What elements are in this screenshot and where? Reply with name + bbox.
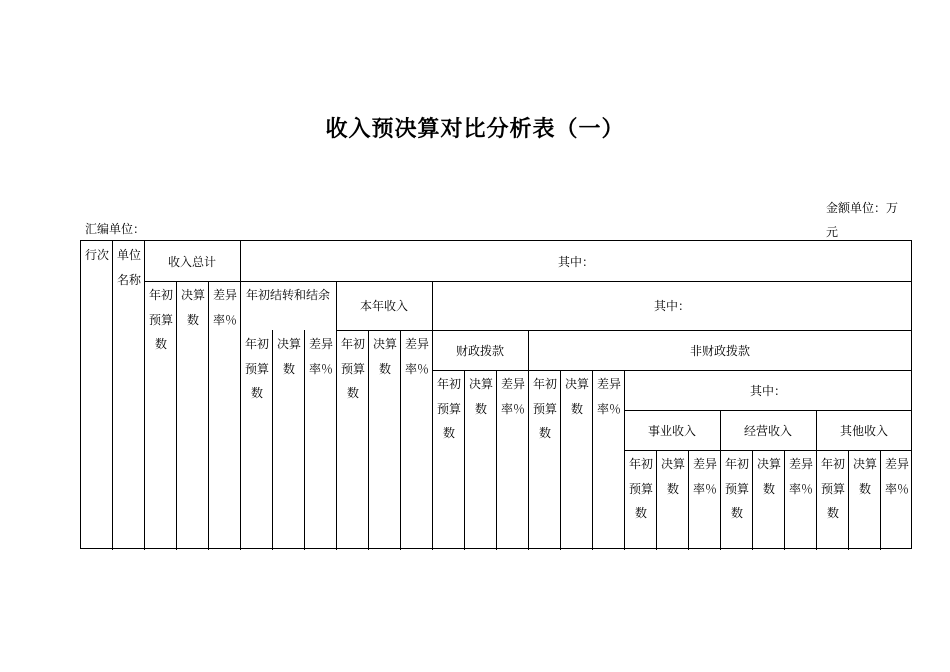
header-carryover: 年初结转和结余	[245, 288, 330, 302]
col-rule	[752, 450, 753, 550]
header-final-accounts: 决算数	[757, 457, 781, 496]
header-variance-rate: 差异率％	[405, 337, 429, 376]
col-rule	[560, 370, 561, 550]
col-rule	[592, 370, 593, 550]
header-final-accounts: 决算数	[181, 288, 205, 327]
header-of-which-non-fiscal: 其中：	[749, 383, 786, 398]
header-initial-budget: 年初预算数	[629, 457, 653, 520]
header-initial-budget: 年初预算数	[725, 457, 749, 520]
compiling-unit-label: 汇编单位：	[85, 222, 146, 236]
header-variance-rate: 差异率％	[501, 377, 525, 416]
header-final-accounts: 决算数	[853, 457, 877, 496]
header-non-fiscal-appropriation: 非财政拨款	[689, 343, 750, 358]
header-initial-budget: 年初预算数	[821, 457, 845, 520]
header-initial-budget: 年初预算数	[245, 337, 269, 400]
col-rule	[656, 450, 657, 550]
header-business-income: 事业收入	[647, 423, 696, 438]
col-rule	[368, 330, 369, 550]
header-initial-budget: 年初预算数	[149, 288, 173, 351]
header-final-accounts: 决算数	[373, 337, 397, 376]
header-operating-income: 经营收入	[743, 423, 792, 438]
header-initial-budget: 年初预算数	[341, 337, 365, 400]
header-final-accounts: 决算数	[661, 457, 685, 496]
header-final-accounts: 决算数	[565, 377, 589, 416]
col-rule	[144, 241, 145, 550]
header-current-year-income: 本年收入	[359, 299, 408, 313]
header-of-which-current: 其中：	[653, 299, 690, 313]
header-of-which-main: 其中：	[557, 254, 594, 269]
col-rule	[208, 281, 209, 550]
document-title: 收入预决算对比分析表（一）	[325, 117, 625, 142]
header-other-income: 其他收入	[839, 423, 888, 438]
income-comparison-table	[80, 240, 912, 549]
col-rule	[304, 330, 305, 550]
header-variance-rate: 差异率％	[789, 457, 813, 496]
header-final-accounts: 决算数	[469, 377, 493, 416]
col-rule	[880, 450, 881, 550]
col-rule	[688, 450, 689, 550]
col-rule	[400, 330, 401, 550]
col-rule	[848, 450, 849, 550]
header-variance-rate: 差异率％	[693, 457, 717, 496]
header-total-income: 收入总计	[167, 254, 216, 269]
header-initial-budget: 年初预算数	[533, 377, 557, 440]
header-row-no: 行次	[85, 248, 109, 262]
header-initial-budget: 年初预算数	[437, 377, 461, 440]
header-variance-rate: 差异率％	[597, 377, 621, 416]
col-rule	[464, 370, 465, 550]
header-fiscal-appropriation: 财政拨款	[455, 343, 504, 358]
col-rule	[176, 281, 177, 550]
col-rule	[240, 241, 241, 550]
header-variance-rate: 差异率％	[213, 288, 237, 327]
col-rule	[272, 330, 273, 550]
rule-below-level5	[624, 450, 912, 451]
header-unit-name: 单位名称	[117, 248, 141, 287]
col-rule	[784, 450, 785, 550]
col-rule	[112, 241, 113, 550]
header-variance-rate: 差异率％	[309, 337, 333, 376]
header-final-accounts: 决算数	[277, 337, 301, 376]
col-rule	[496, 370, 497, 550]
header-variance-rate: 差异率％	[885, 457, 909, 496]
amount-unit-label: 金额单位：万元	[826, 201, 899, 239]
